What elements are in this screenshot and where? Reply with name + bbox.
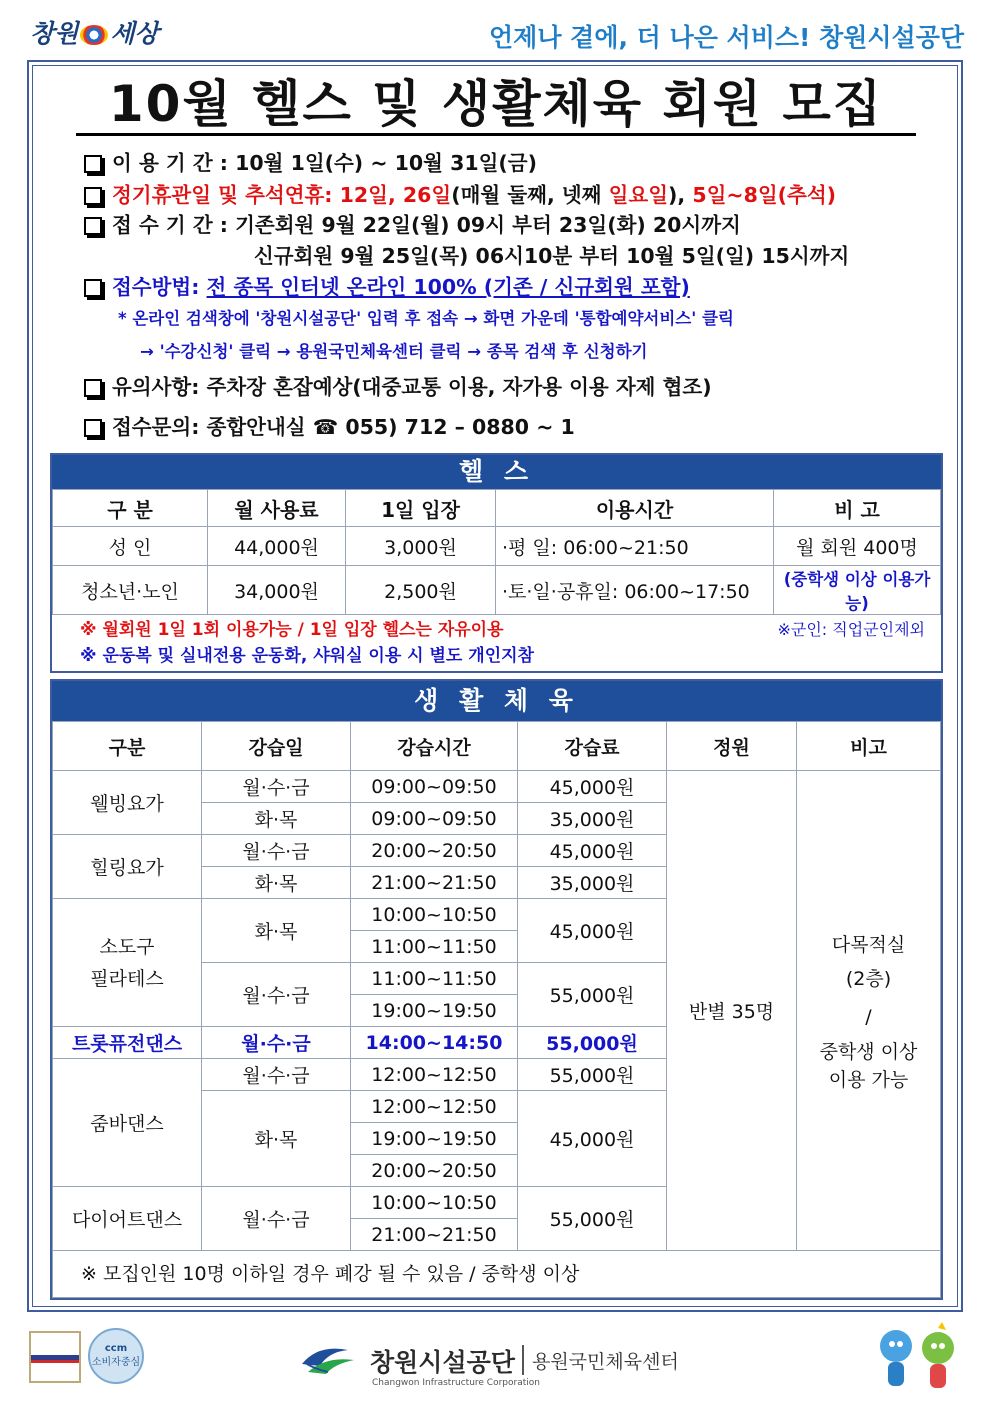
fee-cell: 35,000원 bbox=[518, 803, 667, 835]
program-trot-dance: 트롯퓨전댄스 bbox=[53, 1027, 202, 1059]
col-fee: 강습료 bbox=[518, 722, 667, 771]
reception-label: 접 수 기 간 : bbox=[112, 213, 228, 237]
caution-text: 유의사항: 주차장 혼잡예상(대중교통 이용, 자가용 이용 자제 협조) bbox=[112, 375, 712, 399]
fee-cell: 55,000원 bbox=[518, 1059, 667, 1091]
category-youth-senior: 청소년·노인 bbox=[53, 566, 208, 615]
closed-end: ), bbox=[668, 183, 693, 207]
time-cell: 10:00~10:50 bbox=[351, 1187, 518, 1219]
program-pilates-line1: 소도구 bbox=[99, 935, 155, 958]
closed-chuseok: 5일~8일(추석) bbox=[692, 183, 836, 207]
time-cell: 10:00~10:50 bbox=[351, 899, 518, 931]
period-value: 10월 1일(수) ~ 10월 31일(금) bbox=[227, 151, 537, 175]
gym-heading: 헬 스 bbox=[52, 455, 941, 489]
gym-table bbox=[52, 489, 941, 615]
time-cell: 11:00~11:50 bbox=[351, 963, 518, 995]
info-period bbox=[84, 146, 537, 176]
days-cell: 화·목 bbox=[202, 803, 351, 835]
col-category: 구 분 bbox=[53, 490, 208, 527]
gym-section bbox=[50, 453, 943, 673]
remark-age: 중학생 이상 bbox=[819, 1040, 918, 1063]
fee-cell: 45,000원 bbox=[518, 899, 667, 963]
col-days: 강습일 bbox=[202, 722, 351, 771]
remark-floor: (2층) bbox=[845, 967, 892, 990]
remark-cell bbox=[797, 771, 941, 1251]
fee-cell: 55,000원 bbox=[518, 1027, 667, 1059]
monthly-fee: 44,000원 bbox=[208, 527, 346, 566]
table-row bbox=[53, 1251, 941, 1298]
hours-weekday: ·평 일: 06:00~21:50 bbox=[496, 527, 774, 566]
logo-ring-icon bbox=[80, 25, 108, 45]
corp-divider bbox=[522, 1345, 524, 1375]
gym-note-1-text: ※ 월회원 1일 1회 이용가능 / 1일 입장 헬스는 자유이용 bbox=[80, 620, 504, 640]
checkbox-icon bbox=[84, 379, 102, 397]
program-wellbeing-yoga: 웰빙요가 bbox=[53, 771, 202, 835]
remark-age: (중학생 이상 이용가능) bbox=[774, 566, 941, 615]
fee-cell: 45,000원 bbox=[518, 835, 667, 867]
gym-note-2: ※ 운동복 및 실내전용 운동화, 샤워실 이용 시 별도 개인지참 bbox=[80, 646, 534, 666]
days-cell: 월·수·금 bbox=[202, 771, 351, 803]
time-cell: 09:00~09:50 bbox=[351, 771, 518, 803]
phone-icon: ☎ bbox=[312, 415, 339, 439]
program-healing-yoga: 힐링요가 bbox=[53, 835, 202, 899]
time-cell: 11:00~11:50 bbox=[351, 931, 518, 963]
days-cell: 화·목 bbox=[202, 867, 351, 899]
days-cell: 월·수·금 bbox=[202, 1059, 351, 1091]
time-cell: 20:00~20:50 bbox=[351, 1155, 518, 1187]
reception-new: 신규회원 9월 25일(목) 06시10분 부터 10월 5일(일) 15시까지 bbox=[254, 244, 850, 268]
days-cell: 월·수·금 bbox=[202, 835, 351, 867]
time-cell: 21:00~21:50 bbox=[351, 867, 518, 899]
method-value: 전 종목 인터넷 온라인 100% (기존 / 신규회원 포함) bbox=[206, 275, 690, 299]
days-cell: 화·목 bbox=[202, 1091, 351, 1187]
col-daily: 1일 입장 bbox=[346, 490, 496, 527]
fee-cell: 45,000원 bbox=[518, 1091, 667, 1187]
daily-fee: 3,000원 bbox=[346, 527, 496, 566]
table-row bbox=[53, 566, 941, 615]
time-cell: 12:00~12:50 bbox=[351, 1091, 518, 1123]
checkbox-icon bbox=[84, 279, 102, 297]
checkbox-icon bbox=[84, 419, 102, 437]
sports-footnote: ※ 모집인원 10명 이하일 경우 폐강 될 수 있음 / 중학생 이상 bbox=[53, 1251, 941, 1298]
col-time: 강습시간 bbox=[351, 722, 518, 771]
checkbox-icon bbox=[84, 155, 102, 173]
reception-existing: 기존회원 9월 22일(월) 09시 부터 23일(화) 20시까지 bbox=[227, 213, 741, 237]
certification-seal-icon bbox=[29, 1331, 81, 1383]
col-remark: 비 고 bbox=[774, 490, 941, 527]
ccm-top: ccm bbox=[104, 1343, 128, 1354]
info-reception bbox=[84, 208, 741, 238]
logo-text-left: 창원 bbox=[30, 19, 79, 48]
daily-fee: 2,500원 bbox=[346, 566, 496, 615]
capacity-cell: 반별 35명 bbox=[667, 771, 797, 1251]
time-cell: 19:00~19:50 bbox=[351, 1123, 518, 1155]
corp-center-name: 용원국민체육센터 bbox=[532, 1351, 679, 1373]
col-capacity: 정원 bbox=[667, 722, 797, 771]
closed-sunday: 일요일 bbox=[608, 183, 669, 207]
info-closed bbox=[84, 178, 836, 208]
time-cell: 20:00~20:50 bbox=[351, 835, 518, 867]
period-label: 이 용 기 간 : bbox=[112, 151, 228, 175]
time-cell: 14:00~14:50 bbox=[351, 1027, 518, 1059]
method-label: 접수방법: bbox=[112, 275, 207, 299]
checkbox-icon bbox=[84, 217, 102, 235]
time-cell: 21:00~21:50 bbox=[351, 1219, 518, 1251]
sports-header-row bbox=[53, 722, 941, 771]
gym-note-1 bbox=[52, 615, 941, 643]
days-cell: 월·수·금 bbox=[202, 1187, 351, 1251]
info-inquiry bbox=[84, 410, 575, 440]
corp-emblem-icon bbox=[298, 1342, 358, 1380]
mascot-icon bbox=[868, 1318, 968, 1398]
remark-limit: 월 회원 400명 bbox=[774, 527, 941, 566]
sports-table bbox=[52, 721, 941, 1298]
page-title: 10월 헬스 및 생활체육 회원 모집 bbox=[76, 75, 916, 136]
time-cell: 09:00~09:50 bbox=[351, 803, 518, 835]
col-monthly: 월 사용료 bbox=[208, 490, 346, 527]
gym-note-soldier: ※군인: 직업군인제외 bbox=[777, 620, 925, 639]
days-cell: 월·수·금 bbox=[202, 1027, 351, 1059]
program-diet-dance: 다이어트댄스 bbox=[53, 1187, 202, 1251]
inquiry-phone: 055) 712 – 0880 ~ 1 bbox=[338, 415, 575, 439]
col-program: 구분 bbox=[53, 722, 202, 771]
days-cell: 화·목 bbox=[202, 899, 351, 963]
logo-text-right: 세상 bbox=[110, 19, 159, 48]
city-logo bbox=[30, 14, 159, 50]
fee-cell: 45,000원 bbox=[518, 771, 667, 803]
time-cell: 19:00~19:50 bbox=[351, 995, 518, 1027]
monthly-fee: 34,000원 bbox=[208, 566, 346, 615]
info-caution bbox=[84, 370, 712, 400]
sports-heading: 생 활 체 육 bbox=[52, 681, 941, 721]
hours-weekend: ·토·일·공휴일: 06:00~17:50 bbox=[496, 566, 774, 615]
remark-available: 이용 가능 bbox=[828, 1068, 909, 1091]
program-pilates-line2: 필라테스 bbox=[90, 967, 164, 990]
time-cell: 12:00~12:50 bbox=[351, 1059, 518, 1091]
closed-label: 정기휴관일 및 추석연휴: 12일, 26일 bbox=[112, 183, 452, 207]
fee-cell: 55,000원 bbox=[518, 963, 667, 1027]
remark-room: 다목적실 bbox=[831, 933, 906, 956]
program-zumba: 줌바댄스 bbox=[53, 1059, 202, 1187]
ccm-text: 소비자중심 bbox=[91, 1357, 141, 1368]
sports-section bbox=[50, 679, 943, 1300]
gym-header-row bbox=[53, 490, 941, 527]
slogan: 언제나 곁에, 더 나은 서비스! 창원시설공단 bbox=[489, 23, 964, 52]
closed-mid: (매월 둘째, 넷째 bbox=[451, 183, 609, 207]
fee-cell: 55,000원 bbox=[518, 1187, 667, 1251]
table-row bbox=[53, 771, 941, 803]
checkbox-icon bbox=[84, 187, 102, 205]
days-cell: 월·수·금 bbox=[202, 963, 351, 1027]
corp-english-name: Changwon Infrastructure Corporation bbox=[372, 1378, 540, 1388]
info-method bbox=[84, 270, 690, 300]
ccm-badge bbox=[88, 1328, 144, 1384]
category-adult: 성 인 bbox=[53, 527, 208, 566]
inquiry-label: 접수문의: 종합안내실 bbox=[112, 415, 313, 439]
col-hours: 이용시간 bbox=[496, 490, 774, 527]
program-pilates bbox=[53, 899, 202, 1027]
method-note-2: → '수강신청' 클릭 → 용원국민체육센터 클릭 → 종목 검색 후 신청하기 bbox=[140, 342, 648, 361]
col-remark: 비고 bbox=[797, 722, 941, 771]
corp-name: 창원시설공단 bbox=[370, 1348, 515, 1377]
remark-slash: / bbox=[865, 1005, 872, 1028]
fee-cell: 35,000원 bbox=[518, 867, 667, 899]
method-note-1: * 온라인 검색창에 '창원시설공단' 입력 후 접속 → 화면 가운데 '통합예약서비스' 클릭 bbox=[118, 309, 734, 328]
table-row bbox=[53, 527, 941, 566]
